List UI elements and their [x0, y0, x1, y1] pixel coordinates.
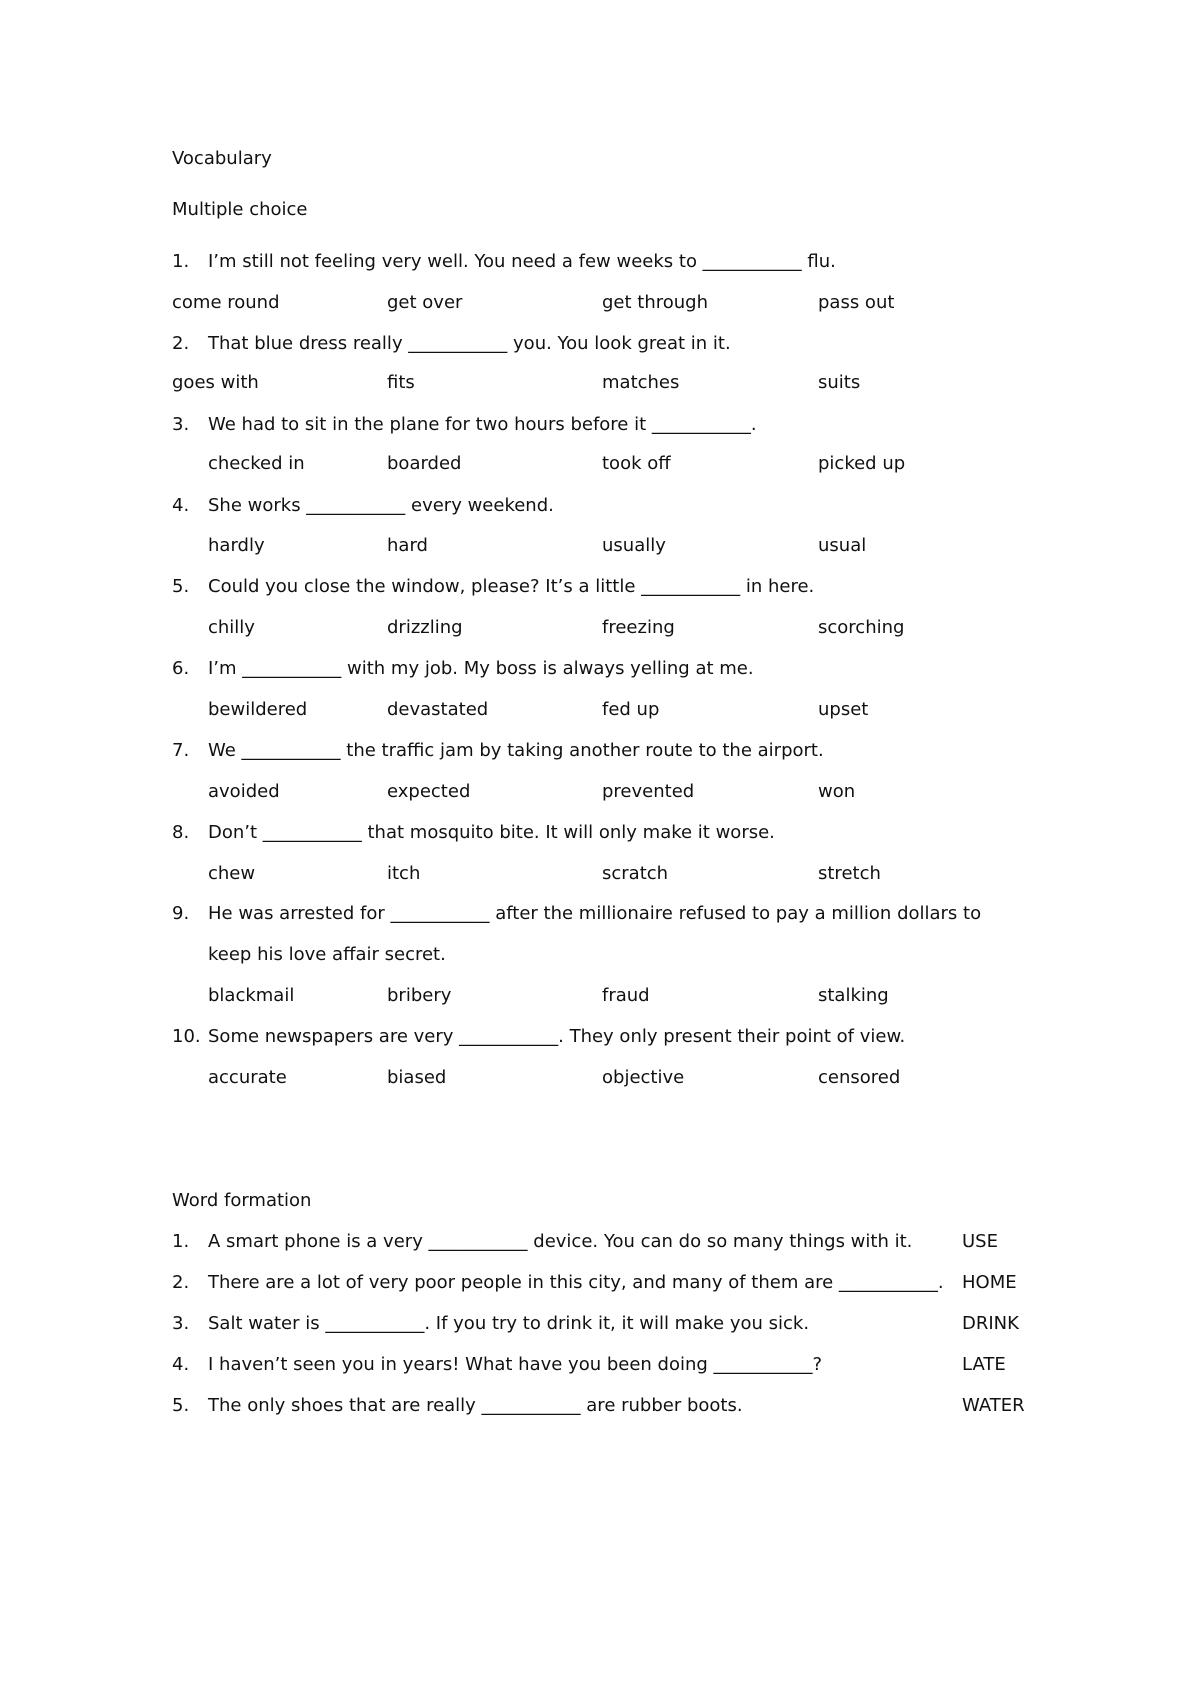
- question-text: That blue dress really ___________ you. You look great in it.: [208, 333, 731, 354]
- option-b: drizzling: [387, 617, 463, 638]
- option-a: blackmail: [208, 985, 295, 1006]
- option-a: accurate: [208, 1067, 287, 1088]
- option-a: chilly: [208, 617, 255, 638]
- option-b: expected: [387, 781, 471, 802]
- option-c: freezing: [602, 617, 675, 638]
- item-keyword: LATE: [962, 1354, 1006, 1375]
- item-number: 1.: [172, 1231, 190, 1252]
- question-number: 2.: [172, 333, 190, 354]
- question-text: I’m ___________ with my job. My boss is always yelling at me.: [208, 658, 754, 679]
- option-a: chew: [208, 863, 256, 884]
- question-text: Some newspapers are very ___________. They only present their point of view.: [208, 1026, 906, 1047]
- option-b: biased: [387, 1067, 447, 1088]
- option-b: boarded: [387, 453, 462, 474]
- item-number: 2.: [172, 1272, 190, 1293]
- item-keyword: DRINK: [962, 1313, 1019, 1334]
- option-c: get through: [602, 292, 709, 313]
- option-b: hard: [387, 535, 428, 556]
- item-text: There are a lot of very poor people in this city, and many of them are ___________.: [208, 1272, 944, 1293]
- option-c: objective: [602, 1067, 685, 1088]
- option-d: usual: [818, 535, 867, 556]
- option-d: stalking: [818, 985, 889, 1006]
- option-a: avoided: [208, 781, 280, 802]
- question-text: Don’t ___________ that mosquito bite. It will only make it worse.: [208, 822, 775, 843]
- option-a: goes with: [172, 372, 259, 393]
- item-keyword: HOME: [962, 1272, 1017, 1293]
- option-d: pass out: [818, 292, 895, 313]
- item-keyword: USE: [962, 1231, 998, 1252]
- option-a: hardly: [208, 535, 265, 556]
- option-d: suits: [818, 372, 861, 393]
- option-d: censored: [818, 1067, 901, 1088]
- option-c: prevented: [602, 781, 695, 802]
- option-a: bewildered: [208, 699, 308, 720]
- section-subtitle-multiple-choice: Multiple choice: [172, 199, 308, 220]
- question-number: 8.: [172, 822, 190, 843]
- question-text: We ___________ the traffic jam by taking another route to the airport.: [208, 740, 824, 761]
- option-d: upset: [818, 699, 869, 720]
- option-c: took off: [602, 453, 671, 474]
- question-text: We had to sit in the plane for two hours before it ___________.: [208, 414, 757, 435]
- option-b: fits: [387, 372, 415, 393]
- question-number: 7.: [172, 740, 190, 761]
- option-a: checked in: [208, 453, 305, 474]
- item-number: 5.: [172, 1395, 190, 1416]
- question-text: She works ___________ every weekend.: [208, 495, 554, 516]
- item-text: I haven’t seen you in years! What have you been doing ___________?: [208, 1354, 823, 1375]
- option-a: come round: [172, 292, 280, 313]
- option-b: itch: [387, 863, 421, 884]
- question-text: I’m still not feeling very well. You need a few weeks to ___________ flu.: [208, 251, 836, 272]
- question-text: He was arrested for ___________ after the millionaire refused to pay a million dollars to: [208, 903, 982, 924]
- question-number: 3.: [172, 414, 190, 435]
- question-text: Could you close the window, please? It’s a little ___________ in here.: [208, 576, 815, 597]
- question-number: 1.: [172, 251, 190, 272]
- question-number: 9.: [172, 903, 190, 924]
- option-d: picked up: [818, 453, 906, 474]
- question-number: 10.: [172, 1026, 201, 1047]
- option-c: matches: [602, 372, 680, 393]
- section-title-word-formation: Word formation: [172, 1190, 312, 1211]
- option-c: usually: [602, 535, 666, 556]
- option-b: get over: [387, 292, 463, 313]
- item-text: Salt water is ___________. If you try to drink it, it will make you sick.: [208, 1313, 810, 1334]
- question-number: 5.: [172, 576, 190, 597]
- question-number: 4.: [172, 495, 190, 516]
- question-text-continued: keep his love affair secret.: [208, 944, 446, 965]
- item-text: A smart phone is a very ___________ device. You can do so many things with it.: [208, 1231, 913, 1252]
- option-d: stretch: [818, 863, 881, 884]
- option-c: fed up: [602, 699, 660, 720]
- item-keyword: WATER: [962, 1395, 1025, 1416]
- option-b: devastated: [387, 699, 489, 720]
- option-b: bribery: [387, 985, 452, 1006]
- option-c: fraud: [602, 985, 650, 1006]
- item-text: The only shoes that are really ___________ are rubber boots.: [208, 1395, 743, 1416]
- section-title-vocabulary: Vocabulary: [172, 148, 272, 169]
- option-c: scratch: [602, 863, 669, 884]
- item-number: 3.: [172, 1313, 190, 1334]
- question-number: 6.: [172, 658, 190, 679]
- option-d: scorching: [818, 617, 905, 638]
- option-d: won: [818, 781, 856, 802]
- item-number: 4.: [172, 1354, 190, 1375]
